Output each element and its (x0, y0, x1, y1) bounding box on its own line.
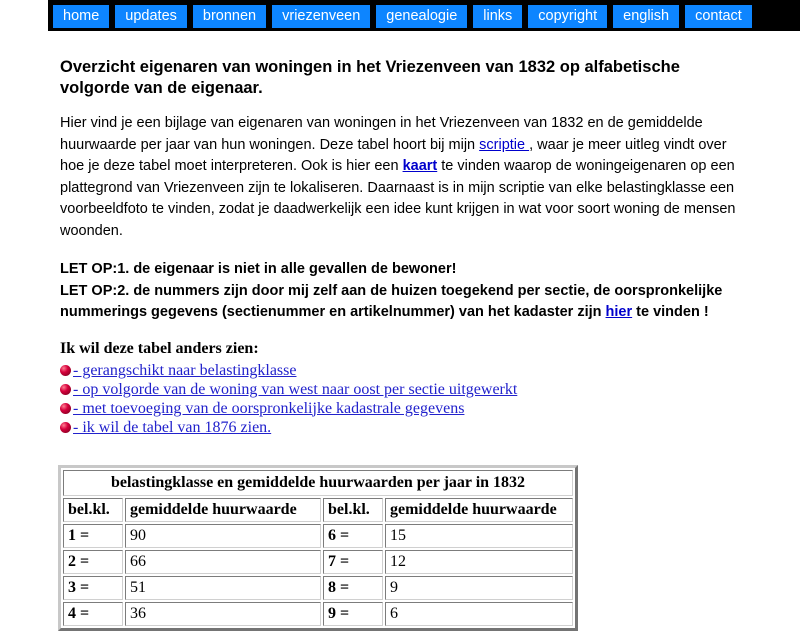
cell-klasse: 2 = (63, 550, 123, 574)
cell-klasse2: 8 = (323, 576, 383, 600)
cell-klasse: 1 = (63, 524, 123, 548)
column-header-huur-2: gemiddelde huurwaarde (385, 498, 573, 522)
column-header-belkl-1: bel.kl. (63, 498, 123, 522)
cell-klasse2: 6 = (323, 524, 383, 548)
alt-view-link-volgorde-woning[interactable]: - op volgorde van de woning van west naar oost per sectie uitgewerkt (73, 380, 518, 398)
cell-klasse2: 7 = (323, 550, 383, 574)
list-item[interactable] (60, 380, 800, 399)
column-header-huur-1: gemiddelde huurwaarde (125, 498, 321, 522)
table-row (63, 602, 573, 626)
intro-text-part-3: te vinden waarop de woningeigenaren op een plattegrond van Vriezenveen zijn te lokaliseren. Daarnaast is in mijn scriptie van elke belastingklasse een voorbeeldfoto te vinden, zodat je daadwerkelijk een idee kunt krijgen in wat voor soort woning de mensen woonden. (60, 158, 736, 239)
cell-waarde2: 15 (385, 524, 573, 548)
nav-item-contact[interactable]: contact (685, 5, 752, 28)
nav-item-english[interactable]: english (613, 5, 679, 28)
table-row (63, 576, 573, 600)
notice-line-2-part-2: te vinden ! (632, 304, 709, 320)
nav-item-vriezenveen[interactable]: vriezenveen (272, 5, 370, 28)
table-row (63, 524, 573, 548)
nav-item-copyright[interactable]: copyright (528, 5, 607, 28)
bullet-icon (60, 384, 71, 395)
list-item[interactable] (60, 418, 800, 437)
notice-line-2-part-1: LET OP:2. de nummers zijn door mij zelf aan de huizen toegekend per sectie, de oorspronkelijke nummerings gegevens (sectienummer en artikelnummer) van het kadaster zijn (60, 282, 723, 320)
list-item[interactable] (60, 361, 800, 380)
cell-klasse2: 9 = (323, 602, 383, 626)
list-item[interactable] (60, 399, 800, 418)
cell-klasse: 3 = (63, 576, 123, 600)
alternate-views-block (0, 324, 800, 437)
cell-waarde: 90 (125, 524, 321, 548)
table-caption-row (63, 470, 573, 496)
cell-waarde: 66 (125, 550, 321, 574)
alt-view-link-kadastrale-gegevens[interactable]: - met toevoeging van de oorspronkelijke kadastrale gegevens (73, 399, 465, 417)
alt-view-link-tabel-1876[interactable]: - ik wil de tabel van 1876 zien. (73, 418, 272, 436)
notice-block (0, 242, 800, 324)
cell-waarde: 51 (125, 576, 321, 600)
cell-waarde2: 6 (385, 602, 573, 626)
notice-line-1: LET OP:1. de eigenaar is niet in alle gevallen de bewoner! (60, 261, 457, 277)
page-title: Overzicht eigenaren van woningen in het Vriezenveen van 1832 op alfabetische volgorde van de eigenaar. (60, 58, 680, 97)
intro-paragraph (0, 99, 800, 242)
bullet-icon (60, 422, 71, 433)
scriptie-link[interactable]: scriptie (479, 136, 530, 153)
bullet-icon (60, 403, 71, 414)
table-header-row (63, 498, 573, 522)
table-caption: belastingklasse en gemiddelde huurwaarden per jaar in 1832 (63, 470, 573, 496)
hier-link[interactable]: hier (605, 304, 633, 320)
nav-item-bronnen[interactable]: bronnen (193, 5, 266, 28)
intro-text-part-1: Hier vind je een bijlage van eigenaren van woningen in het Vriezenveen van 1832 en de gemiddelde huurwaarde per jaar van hun woningen. Deze tabel hoort bij mijn (60, 115, 703, 153)
alt-view-link-belastingklasse[interactable]: - gerangschikt naar belastingklasse (73, 361, 297, 379)
intro-text-part-2: , waar je meer uitleg vindt over hoe je deze tabel moet interpreteren. Ook is hier een (60, 136, 727, 174)
belastingklasse-table (58, 465, 578, 631)
cell-klasse: 4 = (63, 602, 123, 626)
cell-waarde2: 12 (385, 550, 573, 574)
column-header-belkl-2: bel.kl. (323, 498, 383, 522)
cell-waarde2: 9 (385, 576, 573, 600)
cell-waarde: 36 (125, 602, 321, 626)
bullet-icon (60, 365, 71, 376)
kaart-link[interactable]: kaart (402, 158, 438, 174)
table-container (0, 437, 800, 631)
alternate-views-heading: Ik wil deze tabel anders zien: (60, 339, 259, 357)
nav-item-links[interactable]: links (473, 5, 522, 28)
main-navigation (48, 0, 800, 31)
nav-item-home[interactable]: home (53, 5, 109, 28)
nav-item-genealogie[interactable]: genealogie (376, 5, 467, 28)
nav-item-updates[interactable]: updates (115, 5, 187, 28)
table-row (63, 550, 573, 574)
page-content (0, 31, 800, 631)
